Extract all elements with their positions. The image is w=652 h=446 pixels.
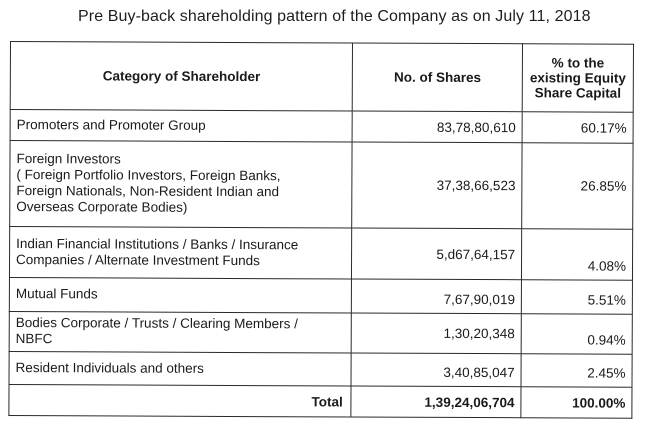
- document-title: Pre Buy-back shareholding pattern of the Company as on July 11, 2018: [78, 8, 591, 25]
- table-header-row: [10, 42, 633, 113]
- row-percent: 2.45%: [521, 354, 632, 387]
- header-category: Category of Shareholder: [10, 42, 353, 111]
- row-shares: 3,40,85,047: [351, 353, 521, 387]
- row-category-line2: ( Foreign Portfolio Investors, Foreign Banks,: [16, 167, 281, 184]
- row-category: Mutual Funds: [9, 277, 351, 312]
- table-total-row: [9, 384, 632, 418]
- row-category-line1: Bodies Corporate / Trusts / Clearing Members /: [15, 315, 298, 332]
- row-percent: 26.85%: [522, 143, 633, 229]
- row-percent: 5.51%: [521, 280, 632, 314]
- row-percent: 60.17%: [522, 112, 633, 143]
- row-category: [10, 141, 353, 228]
- row-category-line4: Overseas Corporate Bodies): [16, 199, 188, 215]
- row-category-line1: Foreign Investors: [16, 151, 121, 167]
- header-percent-line2: existing Equity: [529, 70, 626, 86]
- row-category-line1: Indian Financial Institutions / Banks / Insurance: [16, 235, 299, 252]
- row-shares: 1,30,20,348: [351, 313, 521, 354]
- row-category: [9, 227, 352, 279]
- header-percent: [522, 44, 633, 112]
- row-category: Resident Individuals and others: [9, 351, 351, 385]
- row-percent: 0.94%: [521, 314, 632, 354]
- table-row: [9, 277, 632, 314]
- header-shares: No. of Shares: [352, 43, 522, 112]
- header-percent-line3: Share Capital: [534, 85, 621, 101]
- row-shares: 37,38,66,523: [352, 142, 522, 229]
- row-shares: 83,78,80,610: [352, 111, 522, 143]
- table-row: [10, 141, 633, 230]
- row-shares: 5,d67,64,157: [352, 228, 522, 280]
- table-row: [9, 351, 632, 387]
- row-percent: 4.08%: [522, 229, 633, 280]
- row-category-line3: Foreign Nationals, Non-Resident Indian and: [16, 183, 280, 200]
- table-row: [9, 311, 632, 354]
- total-shares: 1,39,24,06,704: [351, 386, 521, 418]
- row-category-line2: Companies / Alternate Investment Funds: [16, 251, 260, 268]
- row-category: [9, 311, 351, 352]
- row-category: Promoters and Promoter Group: [10, 110, 352, 142]
- total-label: Total: [9, 384, 351, 416]
- header-percent-line1: % to the: [551, 55, 605, 71]
- row-category-line2: NBFC: [15, 331, 53, 347]
- table-row: [10, 110, 633, 144]
- row-shares: 7,67,90,019: [352, 279, 522, 314]
- total-percent: 100.00%: [521, 387, 632, 418]
- shareholding-table: [8, 41, 634, 419]
- table-row: [9, 227, 632, 281]
